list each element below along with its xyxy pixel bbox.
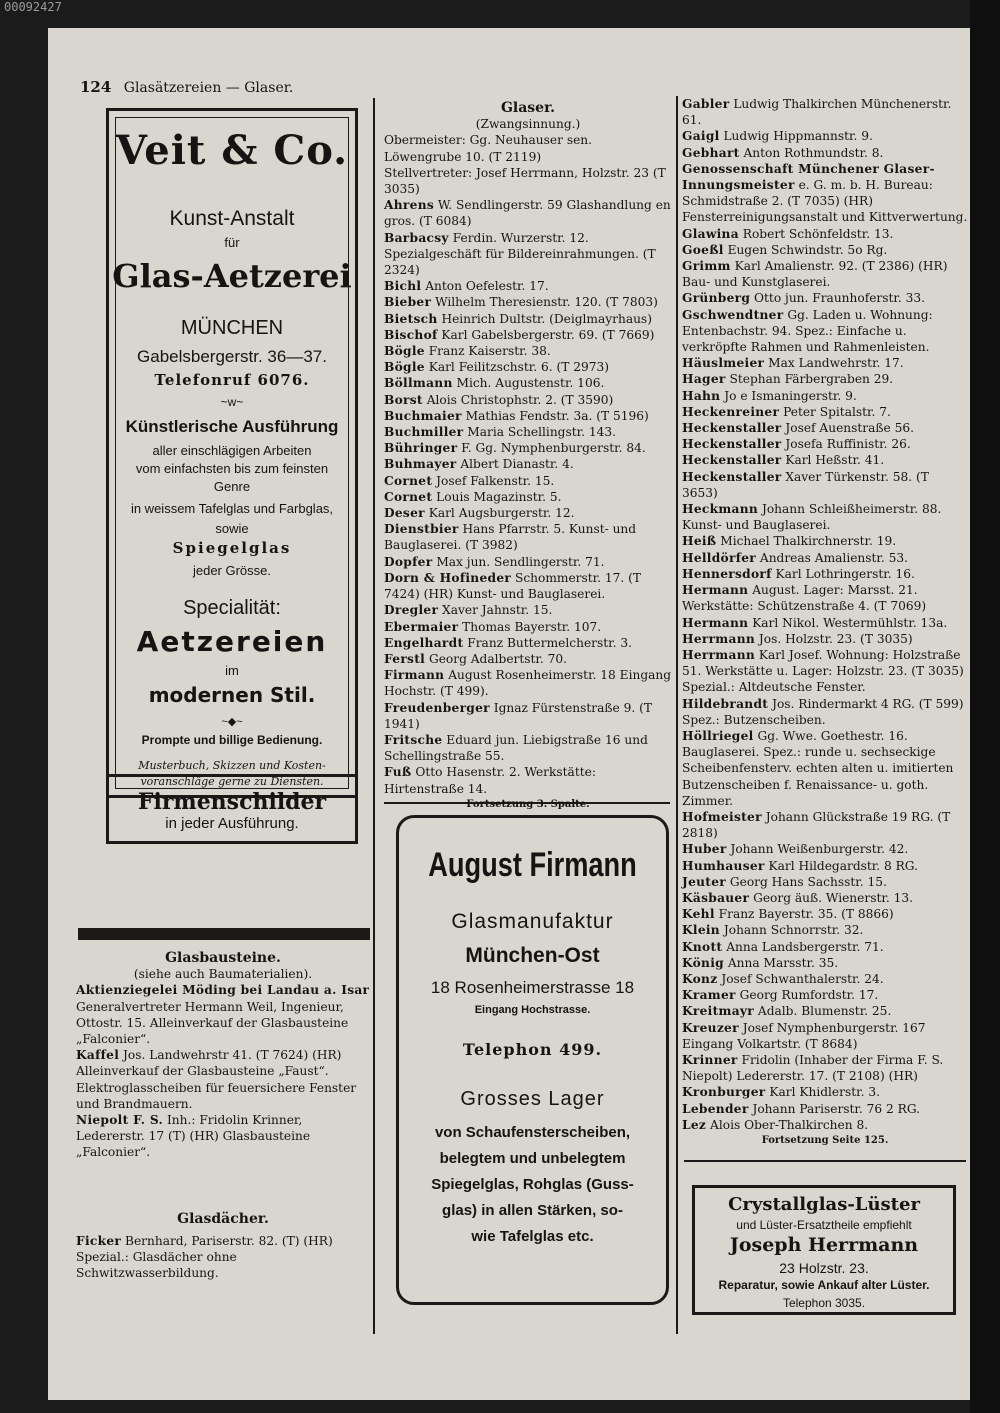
entry-text: Max jun. Sendlingerstr. 71. <box>436 554 605 569</box>
list-item <box>682 631 968 647</box>
ad-veit-desc-7: jeder Grösse. <box>192 563 272 578</box>
entry-name: Fritsche <box>384 732 443 747</box>
list-item <box>384 294 672 310</box>
entry-text: Albert Dianastr. 4. <box>460 457 574 472</box>
glaser-heading: Glaser. <box>500 100 556 116</box>
entry-text: Franz Bayerstr. 35. (T 8866) <box>718 907 894 922</box>
entry-name: Glawina <box>682 226 739 241</box>
entry-text: Josef Schwanthalerstr. 24. <box>721 971 884 986</box>
ad-veit-desc-2: vom einfachsten bis zum feinsten <box>135 461 329 476</box>
entry-text: Michael Thalkirchnerstr. 19. <box>720 534 897 549</box>
entry-name: Bögle <box>384 344 425 359</box>
entry-name: Cornet <box>384 473 433 488</box>
entry-name: Hager <box>682 372 726 387</box>
stellvertreter: Stellvertreter: Josef Herrmann, Holzstr. 23 (T 3035) <box>384 165 666 197</box>
entry-text: August Rosenheimerstr. 18 Eingang Hochstr. (T 499). <box>384 668 672 699</box>
entry-name: Käsbauer <box>682 890 750 905</box>
list-item <box>682 226 968 242</box>
entry-name: Ferstl <box>384 651 426 666</box>
entry-text: Karl Lothringerstr. 16. <box>775 566 915 581</box>
list-item <box>384 327 672 343</box>
entry-name: Dorn & Hofineder <box>384 570 512 585</box>
entry-text: Stephan Färbergraben 29. <box>729 372 894 387</box>
entry-text: Otto jun. Fraunhoferstr. 33. <box>754 291 926 306</box>
entry-name: Fuß <box>384 765 412 780</box>
ad-veit-desc-6: Spiegelglas <box>172 539 292 557</box>
entry-text: Georg Hans Sachsstr. 15. <box>729 874 887 889</box>
glaser-subheading: (Zwangsinnung.) <box>475 117 581 132</box>
page-number: 124 <box>80 78 112 96</box>
continued-note: Fortsetzung 3. Spalte. <box>466 798 590 810</box>
ad-veit-desc-1: aller einschlägigen Arbeiten <box>152 443 312 458</box>
entry-text: Max Landwehrstr. 17. <box>768 356 904 371</box>
entry-text: Jo e Ismaningerstr. 9. <box>724 388 857 403</box>
ad-crystall-name: Joseph Herrmann <box>729 1234 919 1256</box>
list-item <box>682 96 968 128</box>
ad-crystall-telephone: Telephon 3035. <box>782 1296 866 1310</box>
entry-name: Ahrens <box>384 198 435 213</box>
list-item <box>682 1003 968 1019</box>
entry-name: Krinner <box>682 1052 738 1067</box>
list-item <box>682 550 968 566</box>
entry-name: Heiß <box>682 534 717 549</box>
list-item <box>682 955 968 971</box>
entry-text: Georg Adalbertstr. 70. <box>428 651 568 666</box>
entry-text: Karl Khidlerstr. 3. <box>769 1085 880 1100</box>
entry-text: Xaver Türkenstr. 58. (T 3653) <box>682 469 929 500</box>
list-item <box>76 982 370 1047</box>
list-item <box>682 841 968 857</box>
entry-text: Karl Augsburgerstr. 12. <box>428 506 575 521</box>
list-item <box>682 145 968 161</box>
entry-text: Louis Magazinstr. 5. <box>436 489 562 504</box>
list-item <box>384 440 672 456</box>
ad-veit-service: Prompte und billige Bedienung. <box>141 733 323 747</box>
entry-name: Lez <box>682 1117 707 1132</box>
entry-text: Anton Rothmundstr. 8. <box>743 145 884 160</box>
column-3 <box>682 96 968 1149</box>
entry-text: Peter Spitalstr. 7. <box>783 404 891 419</box>
obermeister: Obermeister: Gg. Neuhauser sen. Löwengrube 10. (T 2119) <box>384 133 593 164</box>
list-item <box>384 424 672 440</box>
list-item <box>682 987 968 1003</box>
list-item <box>682 290 968 306</box>
list-item <box>682 858 968 874</box>
ad-firmann-lager: Grosses Lager <box>460 1088 605 1110</box>
entry-text: Karl Nikol. Westermühlstr. 13a. <box>752 615 948 630</box>
section-bar <box>78 928 370 940</box>
entry-name: Bichl <box>384 279 422 294</box>
list-item <box>384 505 672 521</box>
ad-veit-ornament: ~w~ <box>220 395 244 409</box>
list-item <box>384 619 672 635</box>
ad-firmenschilder-subtitle: in jeder Ausführung. <box>165 815 299 832</box>
entry-text: Hans Pfarrstr. 5. Kunst- und Bauglaserei. (T 3982) <box>384 522 637 553</box>
entry-text: Karl Gabelsbergerstr. 69. (T 7669) <box>441 327 655 342</box>
list-item <box>682 469 968 501</box>
entry-text: Mich. Augustenstr. 106. <box>456 376 605 391</box>
entry-name: Hermann <box>682 615 749 630</box>
ad-firmann-line2: München-Ost <box>465 944 600 967</box>
entry-name: Bietsch <box>384 311 438 326</box>
entry-name: Freudenberger <box>384 700 490 715</box>
glasbausteine-heading: Glasbausteine. <box>165 950 281 966</box>
glaser-list <box>384 197 672 797</box>
running-title: Glasätzereien — Glaser. <box>123 80 294 96</box>
list-item <box>682 1117 968 1133</box>
entry-text: F. Gg. Nymphenburgerstr. 84. <box>461 441 646 456</box>
list-item <box>384 554 672 570</box>
entry-name: Herrmann <box>682 647 756 662</box>
list-item <box>682 615 968 631</box>
entry-text: Wilhelm Theresienstr. 120. (T 7803) <box>435 295 658 310</box>
list-item <box>384 408 672 424</box>
list-item <box>384 311 672 327</box>
entry-text: August. Lager: Marsst. 21. Werkstätte: Schützenstraße 4. (T 7069) <box>682 583 927 614</box>
list-item <box>682 161 968 226</box>
ad-veit-fuer: für <box>224 235 240 250</box>
entry-name: Heckenstaller <box>682 421 782 436</box>
continued-note: Fortsetzung Seite 125. <box>761 1135 889 1146</box>
list-item <box>682 501 968 533</box>
glasbausteine-subheading: (siehe auch Baumaterialien). <box>133 967 313 982</box>
entry-text: Otto Hasenstr. 2. Werkstätte: Hirtenstraße 14. <box>384 765 596 796</box>
list-item <box>384 764 672 796</box>
list-item <box>682 971 968 987</box>
list-item <box>682 307 968 356</box>
list-item <box>682 647 968 696</box>
list-item <box>384 570 672 602</box>
entry-text: Josef Nymphenburgerstr. 167 Eingang Volkartstr. (T 8684) <box>682 1020 926 1051</box>
ad-veit-business: Glas-Aetzerei <box>112 257 352 295</box>
list-item <box>384 732 672 764</box>
entry-name: Böllmann <box>384 376 453 391</box>
entry-name: Firmann <box>384 668 445 683</box>
list-item <box>682 906 968 922</box>
list-item <box>384 473 672 489</box>
entry-text: Jos. Rindermarkt 4 RG. (T 599) Spez.: Butzenscheiben. <box>682 696 964 727</box>
ad-firmann-telephone: Telephon 499. <box>462 1040 603 1059</box>
entry-name: König <box>682 955 724 970</box>
list-item <box>384 602 672 618</box>
ad-veit-desc-5: sowie <box>215 521 249 536</box>
entry-name: Ebermaier <box>384 619 459 634</box>
entry-text: W. Sendlingerstr. 59 Glashandlung en gros. (T 6084) <box>384 198 671 229</box>
entry-name: Ficker <box>76 1233 122 1248</box>
entry-text: Xaver Jahnstr. 15. <box>442 603 553 618</box>
ad-veit-foot-2: voranschläge gerne zu Diensten. <box>140 775 324 788</box>
ad-veit-telephone: Telefonruf 6076. <box>154 371 310 389</box>
list-item <box>384 392 672 408</box>
column-2 <box>384 100 672 813</box>
glasdaecher-heading: Glasdächer. <box>177 1210 269 1227</box>
entry-text: Karl Amalienstr. 92. (T 2386) (HR) Bau- und Kunstglaserei. <box>682 259 948 290</box>
entry-text: Ignaz Fürstenstraße 9. (T 1941) <box>384 700 653 731</box>
entry-text: Ludwig Thalkirchen Münchenerstr. 61. <box>682 97 952 128</box>
entry-text: Robert Schönfeldstr. 13. <box>742 226 894 241</box>
entry-text: Johann Schnorrstr. 32. <box>723 923 864 938</box>
entry-name: Buchmiller <box>384 425 464 440</box>
entry-text: Anna Marsstr. 35. <box>727 955 839 970</box>
list-item <box>384 197 672 229</box>
entry-text: Johann Schleißheimerstr. 88. Kunst- und Bauglaserei. <box>682 502 942 533</box>
list-item <box>682 420 968 436</box>
entry-name: Goeßl <box>682 242 724 257</box>
entry-name: Heckmann <box>682 502 759 517</box>
entry-name: Dopfer <box>384 554 433 569</box>
column-1 <box>76 950 370 1281</box>
entry-name: Hennersdorf <box>682 566 772 581</box>
list-item <box>682 242 968 258</box>
ad-veit-city: MÜNCHEN <box>180 317 284 339</box>
list-item <box>682 566 968 582</box>
entry-name: Bühringer <box>384 441 458 456</box>
entry-name: Dienstbier <box>384 522 459 537</box>
ad-veit-spec-3: im <box>225 663 239 678</box>
ad-veit-desc-3: Genre <box>213 479 251 494</box>
entry-text: Karl Feilitzschstr. 6. (T 2973) <box>428 360 610 375</box>
list-item <box>682 1084 968 1100</box>
entry-name: Cornet <box>384 489 433 504</box>
entry-text: Alois Christophstr. 2. (T 3590) <box>426 392 614 407</box>
entry-text: Franz Buttermelcherstr. 3. <box>467 635 632 650</box>
entry-text: Georg äuß. Wienerstr. 13. <box>753 890 913 905</box>
list-item <box>384 343 672 359</box>
entry-text: e. G. m. b. H. Bureau: Schmidstraße 2. (T 7035) (HR) Fensterreinigungsanstalt und Kittverwertung. <box>682 178 968 225</box>
ad-veit-spec-1: Specialität: <box>183 597 281 619</box>
list-item <box>384 521 672 553</box>
entry-text: Gg. Laden u. Wohnung: Entenbachstr. 94. Spez.: Einfache u. verkröpfte Rahmen und Rahmenleisten. <box>682 307 933 355</box>
entry-name: Genossenschaft Münchener Glaser-Innungsmeister <box>682 161 935 193</box>
ad-crystallglas <box>692 1185 956 1315</box>
list-item <box>682 874 968 890</box>
entry-text: Inh.: Fridolin Krinner, Ledererstr. 17 (T) (HR) Glasbausteine „Falconier“. <box>76 1113 311 1160</box>
list-item <box>384 278 672 294</box>
list-item <box>384 700 672 732</box>
ad-crystall-subtitle: und Lüster-Ersatztheile empfiehlt <box>736 1218 912 1232</box>
list-item <box>682 436 968 452</box>
entry-name: Dregler <box>384 603 439 618</box>
ad-veit-desc-4: in weissem Tafelglas und Farbglas, <box>130 501 334 516</box>
list-item <box>682 355 968 371</box>
list-item <box>76 1233 370 1282</box>
entry-name: Lebender <box>682 1101 749 1116</box>
list-item <box>682 809 968 841</box>
entry-name: Borst <box>384 392 423 407</box>
column-rule-2 <box>676 96 678 1334</box>
ad-veit-subtitle: Kunst-Anstalt <box>169 207 295 230</box>
entry-name: Kreuzer <box>682 1020 739 1035</box>
entry-text: Josef Auenstraße 56. <box>785 421 915 436</box>
ad-veit-ornament-2: ~◆~ <box>221 716 243 728</box>
ad-crystall-service: Reparatur, sowie Ankauf alter Lüster. <box>718 1278 930 1292</box>
entry-text: Fridolin (Inhaber der Firma F. S. Niepolt) Ledererstr. 17. (T 2108) (HR) <box>682 1052 944 1084</box>
column-3-rule <box>684 1160 966 1162</box>
ad-firmann <box>396 815 669 1305</box>
entry-text: Franz Kaiserstr. 38. <box>428 344 551 359</box>
list-item <box>682 728 968 809</box>
list-item <box>384 230 672 279</box>
entry-text: Generalvertreter Hermann Weil, Ingenieur, Ottostr. 15. Alleinverkauf der Glasbausteine „Falconier“. <box>76 999 349 1047</box>
entry-text: Maria Schellingstr. 143. <box>467 425 616 440</box>
entry-text: Eduard jun. Liebigstraße 16 und Schellingstraße 55. <box>384 732 648 764</box>
list-item <box>384 635 672 651</box>
entry-name: Gaigl <box>682 129 720 144</box>
ad-crystall-title: Crystallglas-Lüster <box>728 1194 920 1215</box>
entry-name: Knott <box>682 939 723 954</box>
entry-text: Karl Josef. Wohnung: Holzstraße 51. Werkstätte u. Lager: Holzstr. 23. (T 3035) Spezial.: Altdeutsche Fenster. <box>682 647 964 695</box>
list-item <box>682 890 968 906</box>
entry-text: Eugen Schwindstr. 5o Rg. <box>727 242 888 257</box>
list-item <box>682 533 968 549</box>
entry-name: Heckenstaller <box>682 453 782 468</box>
entry-text: Andreas Amalienstr. 53. <box>759 550 909 565</box>
entry-text: Ferdin. Wurzerstr. 12. Spezialgeschäft für Bildereinrahmungen. (T 2324) <box>384 230 656 278</box>
entry-text: Jos. Landwehrstr 41. (T 7624) (HR) Alleinverkauf der Glasbausteine „Faust“. Elektroglasscheiben für feuersichere Fenster und Brandmauern. <box>76 1048 357 1111</box>
list-item <box>682 1052 968 1084</box>
entry-name: Buchmaier <box>384 408 462 423</box>
entry-text: Johann Pariserstr. 76 2 RG. <box>752 1101 921 1116</box>
entry-text: Johann Glückstraße 19 RG. (T 2818) <box>682 809 951 841</box>
entry-name: Heckenreiner <box>682 404 780 419</box>
entry-text: Bernhard, Pariserstr. 82. (T) (HR) Spezial.: Glasdächer ohne Schwitzwasserbildung. <box>76 1233 333 1281</box>
entry-text: Alois Ober-Thalkirchen 8. <box>710 1117 869 1132</box>
ad-firmann-address: 18 Rosenheimerstrasse 18 <box>430 978 635 997</box>
entry-name: Kronburger <box>682 1085 766 1100</box>
list-item <box>384 456 672 472</box>
column-rule-1 <box>373 98 375 1334</box>
ad-veit-company: Veit & Co. <box>115 127 349 174</box>
ad-firmann-l5: wie Tafelglas etc. <box>471 1228 594 1245</box>
entry-name: Grünberg <box>682 291 751 306</box>
entry-text: Schommerstr. 17. (T 7424) (HR) Kunst- und Bauglaserei. <box>384 570 642 602</box>
list-item <box>682 452 968 468</box>
entry-text: Ludwig Hippmannstr. 9. <box>723 129 873 144</box>
entry-text: Jos. Holzstr. 23. (T 3035) <box>758 631 913 646</box>
list-item <box>384 489 672 505</box>
entry-name: Engelhardt <box>384 635 464 650</box>
entry-text: Josef Falkenstr. 15. <box>436 473 555 488</box>
entry-text: Adalb. Blumenstr. 25. <box>757 1004 892 1019</box>
glaser-list-continued <box>682 96 968 1133</box>
list-item <box>682 1101 968 1117</box>
list-item <box>682 388 968 404</box>
entry-name: Heckenstaller <box>682 469 782 484</box>
entry-name: Kehl <box>682 907 715 922</box>
list-item <box>682 258 968 290</box>
scan-id: 00092427 <box>4 0 62 14</box>
ad-veit-foot-1: Musterbuch, Skizzen und Kosten- <box>138 759 326 772</box>
list-item <box>76 1112 370 1161</box>
ad-crystall-address: 23 Holzstr. 23. <box>779 1260 869 1276</box>
entry-name: Kramer <box>682 988 736 1003</box>
entry-text: Anton Oefelestr. 17. <box>425 279 549 294</box>
ad-firmann-l4: glas) in allen Stärken, so- <box>442 1202 623 1219</box>
ad-veit-headline: Künstlerische Ausführung <box>125 417 339 436</box>
entry-text: Thomas Bayerstr. 107. <box>462 619 602 634</box>
entry-name: Bischof <box>384 327 438 342</box>
list-item <box>682 371 968 387</box>
entry-name: Helldörfer <box>682 550 757 565</box>
entry-text: Josefa Ruffinistr. 26. <box>785 437 911 452</box>
list-item <box>682 922 968 938</box>
entry-text: Gg. Wwe. Goethestr. 16. Bauglaserei. Spez.: runde u. sechseckige Scheibenfensterv. echten alten u. imitierten Butzenscheiben f. Renaissance- u. goth. Zimmer. <box>682 728 954 808</box>
entry-name: Barbacsy <box>384 230 449 245</box>
entry-name: Heckenstaller <box>682 437 782 452</box>
entry-name: Bögle <box>384 360 425 375</box>
entry-name: Huber <box>682 842 727 857</box>
entry-text: Anna Landsbergerstr. 71. <box>726 939 884 954</box>
entry-name: Hermann <box>682 583 749 598</box>
entry-name: Bieber <box>384 295 432 310</box>
entry-text: Georg Rumfordstr. 17. <box>739 988 879 1003</box>
list-item <box>76 1047 370 1112</box>
ad-firmenschilder <box>106 774 358 844</box>
entry-name: Kaffel <box>76 1048 120 1063</box>
ad-veit-spec-2: Aetzereien <box>136 625 328 658</box>
entry-text: Mathias Fendstr. 3a. (T 5196) <box>465 408 649 423</box>
list-item <box>682 939 968 955</box>
entry-name: Gabler <box>682 97 730 111</box>
ad-veit <box>106 108 358 798</box>
entry-name: Buhmayer <box>384 457 457 472</box>
ad-firmann-l1: von Schaufensterscheiben, <box>434 1124 631 1141</box>
entry-name: Höllriegel <box>682 728 754 743</box>
entry-name: Aktienziegelei Möding bei Landau a. Isar <box>76 983 370 998</box>
list-item <box>384 359 672 375</box>
ad-firmann-name: August Firmann <box>428 846 637 884</box>
entry-name: Hahn <box>682 388 721 403</box>
entry-name: Gschwendtner <box>682 307 784 322</box>
entry-name: Herrmann <box>682 631 756 646</box>
entry-name: Hildebrandt <box>682 696 769 711</box>
entry-text: Karl Heßstr. 41. <box>785 453 885 468</box>
entry-name: Humhauser <box>682 858 765 873</box>
entry-name: Häuslmeier <box>682 356 765 371</box>
ad-firmann-entrance: Eingang Hochstrasse. <box>474 1004 591 1016</box>
ad-firmenschilder-title: Firmenschilder <box>137 789 327 815</box>
entry-name: Kreitmayr <box>682 1004 755 1019</box>
entry-text: Heinrich Dultstr. (Deiglmayrhaus) <box>441 311 652 326</box>
entry-name: Jeuter <box>682 874 726 889</box>
list-item <box>384 651 672 667</box>
list-item <box>384 375 672 391</box>
entry-text: Johann Weißenburgerstr. 42. <box>730 842 909 857</box>
ad-veit-address: Gabelsbergerstr. 36—37. <box>137 347 327 366</box>
list-item <box>682 128 968 144</box>
ad-firmann-l2: belegtem und unbelegtem <box>439 1150 626 1167</box>
list-item <box>682 404 968 420</box>
entry-name: Gebhart <box>682 145 740 160</box>
entry-name: Konz <box>682 971 718 986</box>
ad-firmann-l3: Spiegelglas, Rohglas (Guss- <box>431 1176 634 1193</box>
list-item <box>682 1020 968 1052</box>
entry-name: Deser <box>384 506 425 521</box>
entry-name: Klein <box>682 923 720 938</box>
entry-name: Hofmeister <box>682 809 762 824</box>
list-item <box>682 582 968 614</box>
entry-name: Grimm <box>682 259 731 274</box>
entry-text: Karl Hildegardstr. 8 RG. <box>768 858 918 873</box>
page-header <box>80 78 293 96</box>
book-edge <box>970 0 1000 1413</box>
list-item <box>384 667 672 699</box>
list-item <box>682 696 968 728</box>
entry-name: Niepolt F. S. <box>76 1113 164 1128</box>
ad-firmann-line1: Glasmanufaktur <box>451 910 614 933</box>
ad-veit-spec-4: modernen Stil. <box>148 683 316 707</box>
